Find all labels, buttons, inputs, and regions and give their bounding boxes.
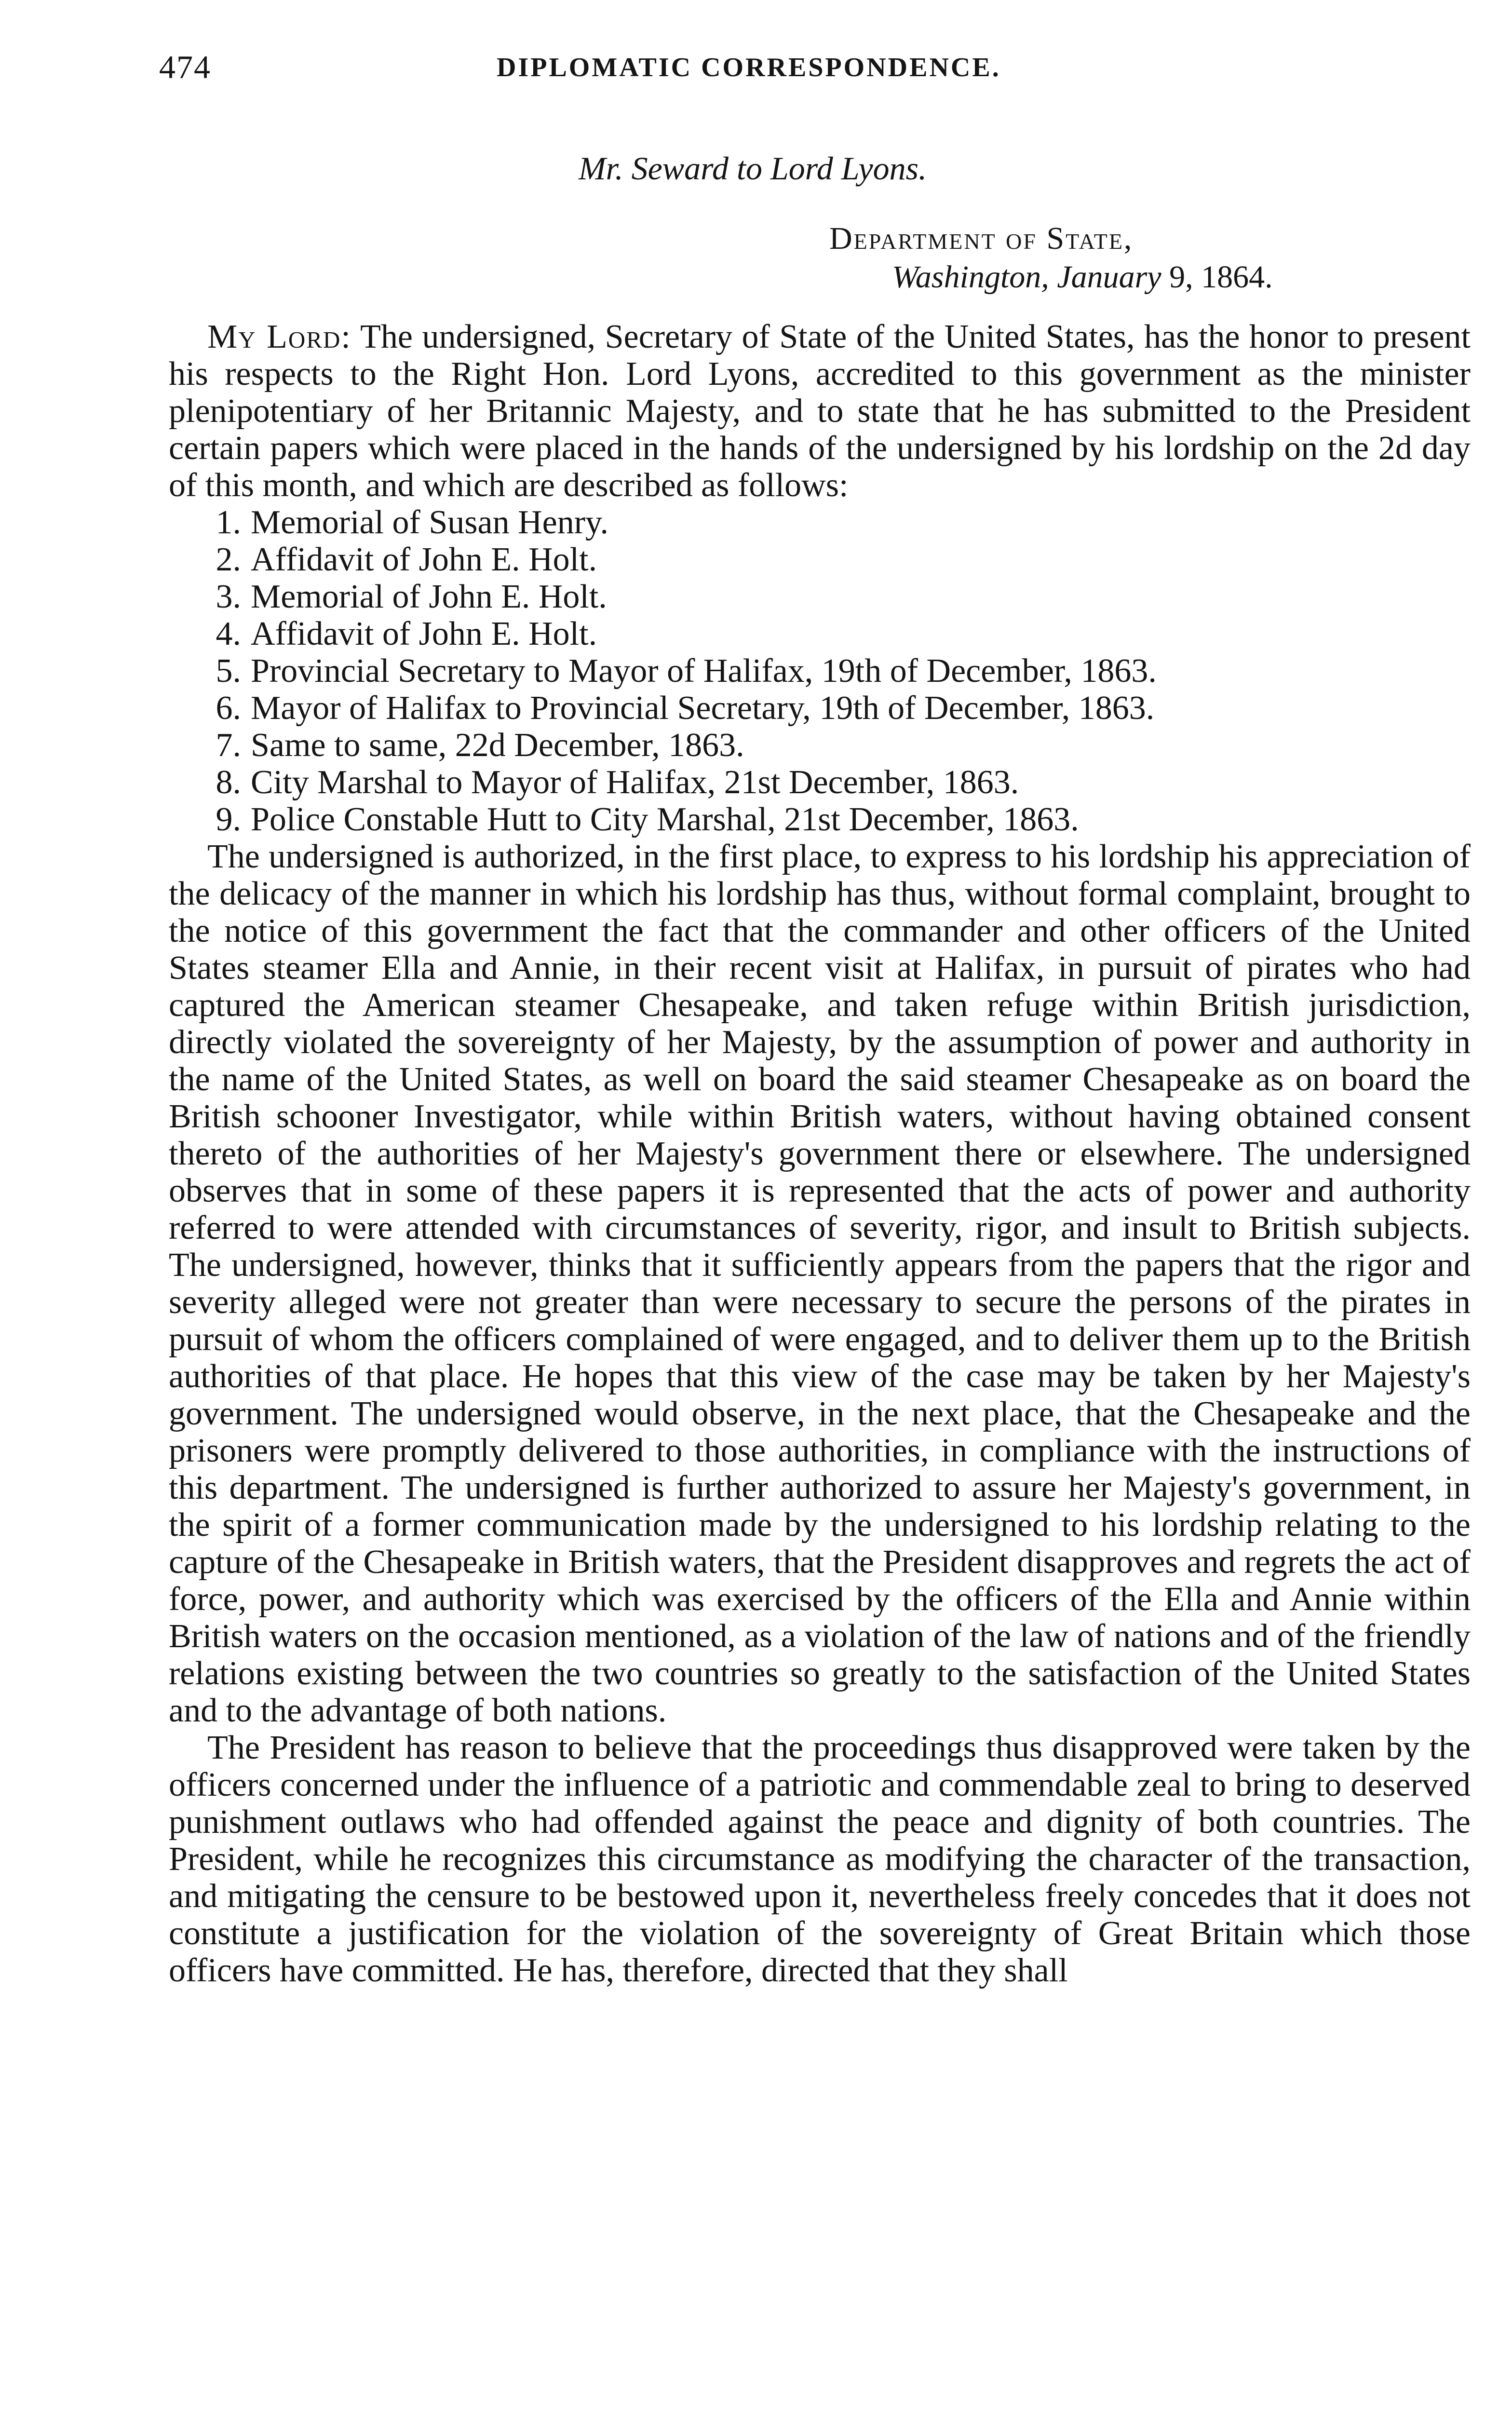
date-line (829, 258, 1273, 297)
list-item (207, 652, 1471, 690)
list-item-number: 6. (216, 690, 241, 727)
list-item (207, 615, 1471, 652)
list-item-text: Police Constable Hutt to City Marshal, 21st December, 1863. (251, 801, 1079, 838)
page-header (159, 48, 1353, 96)
dateline (829, 219, 1273, 297)
date-day-year: 9, 1864. (1169, 259, 1273, 295)
list-item-number: 5. (216, 652, 241, 690)
list-item-number: 9. (216, 801, 241, 838)
list-item-number: 2. (216, 541, 241, 578)
list-item (207, 690, 1471, 727)
list-item-text: Memorial of Susan Henry. (251, 504, 608, 541)
list-item-text: City Marshal to Mayor of Halifax, 21st December, 1863. (251, 764, 1019, 801)
list-item (207, 727, 1471, 764)
list-item-text: Affidavit of John E. Holt. (251, 615, 597, 652)
date-month: January (1057, 259, 1161, 295)
date-place: Washington, (892, 259, 1049, 295)
running-head: DIPLOMATIC CORRESPONDENCE. (497, 53, 1001, 82)
list-item-number: 7. (216, 727, 241, 764)
page-number: 474 (159, 49, 211, 85)
salutation: My Lord: (207, 318, 351, 355)
list-item (207, 578, 1471, 615)
list-item (207, 541, 1471, 578)
list-item (207, 801, 1471, 838)
list-item-number: 3. (216, 578, 241, 615)
opening-paragraph (169, 318, 1471, 504)
list-item-number: 1. (216, 504, 241, 541)
list-item-text: Memorial of John E. Holt. (251, 578, 607, 615)
letter-title: Mr. Seward to Lord Lyons. (579, 150, 927, 187)
list-item-text: Mayor of Halifax to Provincial Secretary, 19th of December, 1863. (251, 690, 1155, 727)
list-item-number: 4. (216, 615, 241, 652)
list-item (207, 504, 1471, 541)
opening-text: The undersigned, Secretary of State of the United States, has the honor to present his respects to the Right Hon. Lord Lyons, accredited to this government as the minister plenipotentiary of her Britannic Majesty, and to state that he has submitted to the President certain papers which were placed in the hands of the undersigned by his lordship on the 2d day of this month, and which are described as follows: (169, 318, 1471, 504)
department-line: Department of State, (829, 221, 1134, 256)
letter-body (169, 318, 1471, 1989)
body-paragraph-3: The President has reason to believe that the proceedings thus disapproved were taken by the officers concerned under the influence of a patriotic and commendable zeal to bring to deserved punishment outlaws who had offended against the peace and dignity of both countries. The President, while he recognizes this circumstance as modifying the character of the transaction, and mitigating the censure to be bestowed upon it, nevertheless freely concedes that it does not constitute a justification for the violation of the sovereignty of Great Britain which those officers have committed. He has, therefore, directed that they shall (169, 1729, 1471, 1989)
list-item-number: 8. (216, 764, 241, 801)
list-item (207, 764, 1471, 801)
list-item-text: Provincial Secretary to Mayor of Halifax, 19th of December, 1863. (251, 652, 1157, 690)
body-paragraph-2: The undersigned is authorized, in the first place, to express to his lordship his appreciation of the delicacy of the manner in which his lordship has thus, without formal complaint, brought to the notice of this government the fact that the commander and other officers of the United States steamer Ella and Annie, in their recent visit at Halifax, in pursuit of pirates who had captured the American steamer Chesapeake, and taken refuge within British jurisdiction, directly violated the sovereignty of her Majesty, by the assumption of power and authority in the name of the United States, as well on board the said steamer Chesapeake as on board the British schooner Investigator, while within British waters, without having obtained consent thereto of the authorities of her Majesty's government there or elsewhere. The undersigned observes that in some of these papers it is represented that the acts of power and authority referred to were attended with circumstances of severity, rigor, and insult to British subjects. The undersigned, however, thinks that it sufficiently appears from the papers that the rigor and severity alleged were not greater than were necessary to secure the persons of the pirates in pursuit of whom the officers complained of were engaged, and to deliver them up to the British authorities of that place. He hopes that this view of the case may be taken by her Majesty's government. The undersigned would observe, in the next place, that the Chesapeake and the prisoners were promptly delivered to those authorities, in compliance with the instructions of this department. The undersigned is further authorized to assure her Majesty's government, in the spirit of a former communication made by the undersigned to his lordship relating to the capture of the Chesapeake in British waters, that the President disapproves and regrets the act of force, power, and authority which was exercised by the officers of the Ella and Annie within British waters on the occasion mentioned, as a violation of the law of nations and of the friendly relations existing between the two countries so greatly to the satisfaction of the United States and to the advantage of both nations. (169, 838, 1471, 1729)
enclosure-list (169, 504, 1471, 838)
list-item-text: Affidavit of John E. Holt. (251, 541, 597, 578)
list-item-text: Same to same, 22d December, 1863. (251, 727, 744, 764)
